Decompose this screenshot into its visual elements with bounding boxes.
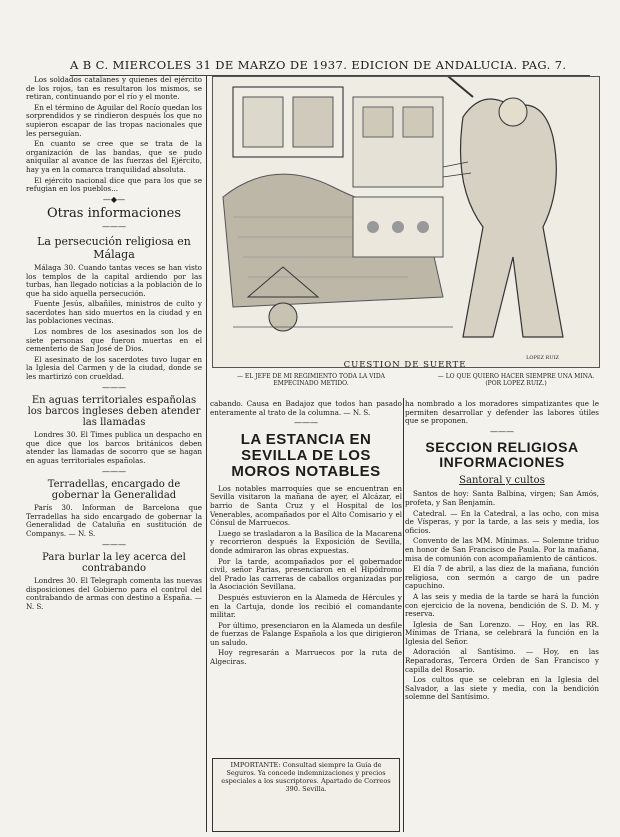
- article-title: Terradellas, encargado de gobernar la Generalidad: [47, 479, 181, 502]
- article-body: Catedral. — En la Catedral, a las ocho, con misa de Vísperas, y por la tarde, a las seis y media, los oficios.: [405, 508, 599, 535]
- article-body: Luego se trasladaron a la Basílica de la Macarena y recorrieron después la Exposición de Sevilla, donde admiraron las obras expuestas.: [210, 528, 402, 555]
- cartoon-caption-right: — LO QUE QUIERO HACER SIEMPRE UNA MINA. (POR LOPEZ RUIZ.): [437, 373, 595, 387]
- article-body: Los cultos que se celebran en la Iglesia del Salvador, a las siete y media, con la bendición solemne del Santísimo.: [405, 675, 599, 702]
- column-rule: [403, 398, 404, 832]
- cartoon-caption-left: — EL JEFE DE MI REGIMIENTO TODA LA VIDA EMPECINADO METIDO.: [236, 373, 385, 387]
- section-subtitle: Santoral y cultos: [459, 475, 545, 487]
- article-body: Santos de hoy: Santa Balbina, virgen; San Amós, profeta, y San Benjamín.: [405, 489, 599, 507]
- cartoon-title: CUESTION DE SUERTE: [343, 360, 467, 370]
- article-body: El asesinato de los sacerdotes tuvo lugar en la Iglesia del Carmen y de la ciudad, donde se les martirizó con crueldad.: [26, 354, 202, 382]
- cartoon-illustration: [212, 76, 600, 368]
- article-title: LA ESTANCIA EN SEVILLA DE LOS MOROS NOTABLES: [231, 430, 381, 480]
- article-lead: ha nombrado a los moradores simpatizantes que le permiten desarrollar y defender las labores útiles que se proponen.: [405, 400, 599, 426]
- section-divider: ———: [490, 426, 514, 436]
- article-body: A las seis y media de la tarde se hará la función con ejercicio de la novena, bendición de S. D. M. y reserva.: [405, 591, 599, 619]
- article-body: Londres 30. El Times publica un despacho en que dice que los barcos británicos deben atender las llamadas de socorro que se hagan en aguas territoriales españolas.: [26, 430, 202, 465]
- article-body: Por la tarde, acompañados por el gobernador civil, señor Parias, presenciaron en el Hipódromo del Prado las carreras de caballos organizadas por la Asociación Sevillana.: [210, 556, 402, 592]
- section-divider: ———: [294, 418, 318, 428]
- article-body: Después estuvieron en la Alameda de Hércules y en la Cartuja, donde los recibió el comandante militar.: [210, 592, 402, 620]
- section-title: Otras informaciones: [46, 206, 182, 222]
- intro-paragraph: Los soldados catalanes y quienes del ejército de los rojos, tan es resultaron los mismos, se retiran, continuando por el río y el monte.: [26, 76, 202, 102]
- article-title: En aguas territoriales españolas los barcos ingleses deben atender las llamadas: [27, 395, 201, 429]
- section-divider: ———: [102, 539, 126, 549]
- artist-signature: LOPEZ RUIZ: [526, 355, 559, 361]
- article-body: Iglesia de San Lorenzo. — Hoy, en las RR. Mínimas de Triana, se celebrará la función en la Iglesia del Señor.: [405, 619, 599, 646]
- article-body: Adoración al Santísimo. — Hoy, en las Reparadoras, Tercera Orden de San Francisco y capilla del Rosario.: [405, 647, 599, 674]
- column-left: [26, 76, 202, 832]
- intro-paragraph: El ejército nacional dice que para los que se refugian en los pueblos...: [26, 175, 202, 194]
- article-title: Para burlar la ley acerca del contrabando: [42, 552, 186, 575]
- article-title: La persecución religiosa en Málaga: [37, 234, 191, 261]
- section-divider: —◆—: [102, 194, 126, 204]
- page-masthead: A B C. MIERCOLES 31 DE MARZO DE 1937. EDICION DE ANDALUCIA. PAG. 7.: [70, 58, 590, 76]
- article-lead: cabando. Causa en Badajoz que todos han pasado enteramente al trato de la columna. — N. S.: [210, 400, 402, 417]
- article-body: Convento de las MM. Mínimas. — Solemne triduo en honor de San Francisco de Paula. Por la mañana, misa de comunión con acompañamiento de cánticos.: [405, 536, 599, 563]
- article-body: París 30. Informan de Barcelona que Terradellas ha sido encargado de gobernar la Generalidad de Cataluña en sustitución de Companys. — N. S.: [26, 503, 202, 538]
- section-divider: ———: [102, 222, 126, 232]
- section-title: SECCION RELIGIOSA INFORMACIONES: [425, 439, 579, 471]
- article-body: Los notables marroquíes que se encuentran en Sevilla visitaron la mañana de ayer, el Alcázar, el barrio de Santa Cruz y el Hospital de los Venerables, acompañados por el Alto Comisario y el Cónsul de Marruecos.: [210, 483, 402, 528]
- importante-box: IMPORTANTE: Consultad siempre la Guía de Seguros. Ya concede indemnizaciones y precios especiales a los suscriptores. Apartado de Correos 390. Sevilla.: [212, 758, 400, 832]
- section-divider: ———: [102, 382, 126, 392]
- article-body: El día 7 de abril, a las diez de la mañana, función religiosa, con sermón a cargo de un padre capuchino.: [405, 564, 599, 591]
- article-body: Por último, presenciaron en la Alameda un desfile de fuerzas de Falange Española a los que dirigieron un saludo.: [210, 620, 402, 647]
- column-rule: [206, 76, 207, 832]
- article-body: Londres 30. El Telegraph comenta las nuevas disposiciones del Gobierno para el control del contrabando de armas con destino a España. — N. S.: [26, 576, 202, 611]
- article-body: Los nombres de los asesinados son los de siete personas que fueron muertas en el cementerio de San José de Dios.: [26, 327, 202, 354]
- intro-paragraph: En el término de Aguilar del Rocío quedan los sorprendidos y se rindieron después los que no supieron escapar de las tropas nacionales que les perseguían.: [26, 102, 202, 138]
- article-body: Fuente Jesús, albañiles, ministros de culto y sacerdotes han sido muertos en la ciudad y en las poblaciones vecinas.: [26, 299, 202, 326]
- section-divider: ———: [102, 466, 126, 476]
- intro-paragraph: En cuanto se cree que se trata de la organización de las bandas, que se pudo aniquilar al avance de las fuerzas del Ejército, hay ya en la comarca tranquilidad absoluta.: [26, 139, 202, 174]
- article-body: Hoy regresarán a Marruecos por la ruta de Algeciras.: [210, 648, 402, 667]
- article-body: Málaga 30. Cuando tantas veces se han visto los templos de la capital ardiendo por las turbas, han llegado noticias a la población de lo que ha sido aquella persecución.: [26, 262, 202, 298]
- column-right: [405, 400, 599, 832]
- cartoon-drawing: [213, 77, 599, 367]
